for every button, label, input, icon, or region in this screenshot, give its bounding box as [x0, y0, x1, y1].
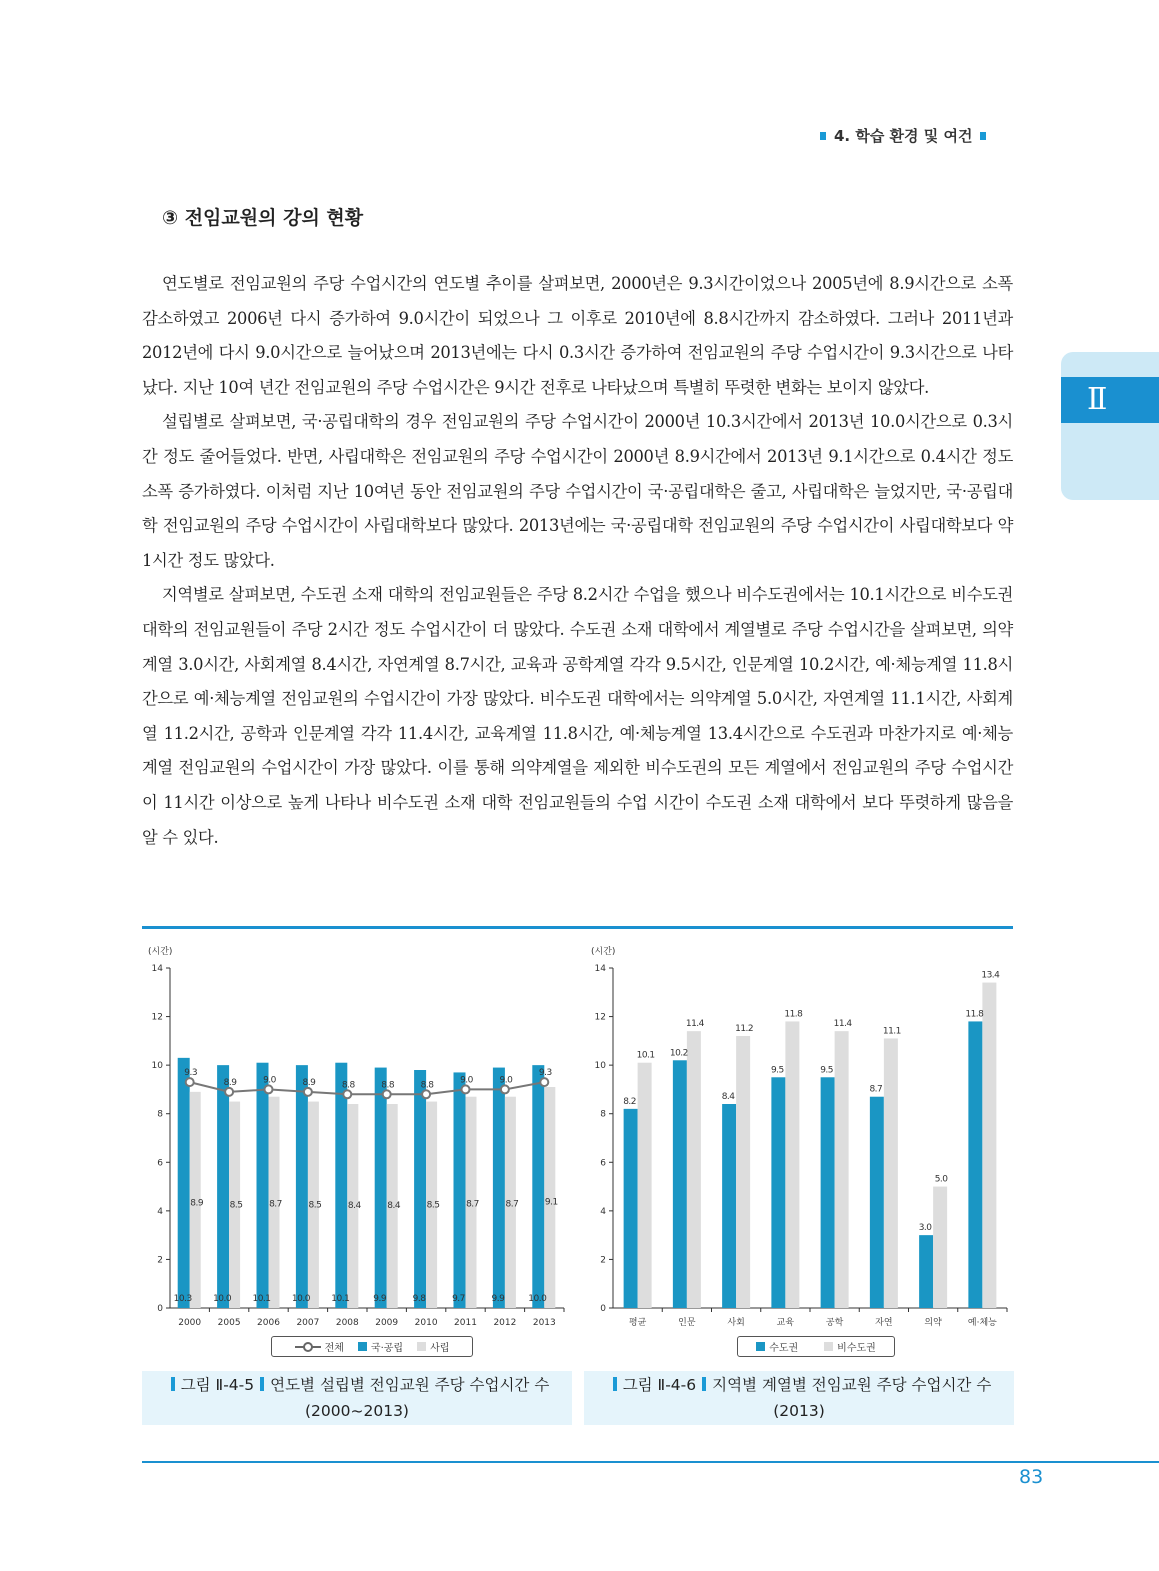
point-total — [462, 1085, 470, 1093]
figure-divider — [142, 926, 1013, 929]
bar-noncapital — [835, 1031, 849, 1308]
bar-public — [375, 1068, 387, 1308]
bar-capital — [919, 1235, 933, 1308]
point-total — [383, 1090, 391, 1098]
y-tick-label: 8 — [157, 1109, 163, 1120]
bar-private-label: 9.1 — [544, 1197, 558, 1208]
caption-subtitle: (2000~2013) — [305, 1402, 409, 1420]
bar-private-label: 8.4 — [347, 1201, 361, 1211]
y-tick-label: 14 — [151, 964, 163, 974]
bar-public — [296, 1065, 308, 1308]
bar-private-label: 8.7 — [269, 1199, 282, 1210]
bar-capital-label: 10.2 — [669, 1048, 688, 1059]
bar-private-label: 8.7 — [466, 1199, 479, 1210]
y-tick-label: 4 — [600, 1206, 606, 1217]
paragraph: 연도별로 전임교원의 주당 수업시간의 연도별 추이를 살펴보면, 2000년은 9.3시간이었으나 2005년에 8.9시간으로 소폭 감소하였고 2006년 다시 증가하여 9.0시간이 되었으나 그 이후로 2010년에 8.8시간까지 감소하였다. 그러나 2011년과 2012년에 다시 9.0시간으로 늘어났으며 2013년에는 다시 0.3시간 증가하여 전임교원의 주당 수업시간이 9.3시간으로 나타났다. 지난 10여 년간 전임교원의 주당 수업시간은 9시간 전후로 나타났으며 특별히 뚜렷한 변화는 보이지 않았다. — [142, 274, 1013, 397]
footer-rule — [142, 1461, 1159, 1463]
bar-capital-label: 9.5 — [770, 1065, 784, 1076]
bar-noncapital — [982, 983, 996, 1308]
body-text — [142, 267, 1013, 855]
bar-public — [217, 1065, 229, 1308]
legend-item-total: 전체 — [295, 1339, 344, 1354]
x-tick-label: 2012 — [493, 1318, 517, 1328]
page-number: 83 — [1019, 1466, 1044, 1488]
paragraph: 지역별로 살펴보면, 수도권 소재 대학의 전임교원들은 주당 8.2시간 수업을 했으나 비수도권에서는 10.1시간으로 비수도권 대학의 전임교원들이 주당 2시간 정도 수업시간이 더 많았다. 수도권 소재 대학에서 계열별로 주당 수업시간을 살펴보면, 의약계열 3.0시간, 사회계열 8.4시간, 자연계열 8.7시간, 교육과 공학계열 각각 9.5시간, 인문계열 10.2시간, 예·체능계열 11.8시간으로 예·체능계열 전임교원의 수업시간이 가장 많았다. 비수도권 대학에서는 의약계열 5.0시간, 자연계열 11.1시간, 사회계열 11.2시간, 공학과 인문계열 각각 11.4시간, 교육계열 11.8시간, 예·체능계열 13.4시간으로 수도권과 마찬가지로 예·체능계열 전임교원의 수업시간이 가장 많았다. 이를 통해 의약계열을 제외한 비수도권의 모든 계열에서 전임교원의 주당 수업시간이 11시간 이상으로 높게 나타나 비수도권 소재 대학 전임교원들의 수업 시간이 수도권 소재 대학에서 보다 뚜렷하게 많음을 알 수 있다. — [142, 585, 1013, 847]
bar-capital — [821, 1077, 835, 1308]
point-total-label: 8.9 — [223, 1077, 237, 1088]
bar-public — [532, 1065, 544, 1308]
bar-capital-label: 8.7 — [869, 1084, 883, 1095]
bar-capital — [870, 1097, 884, 1308]
x-tick-label: 교육 — [776, 1318, 795, 1328]
bar-noncapital — [785, 1021, 799, 1308]
y-tick-label: 12 — [151, 1012, 163, 1023]
bar-noncapital-label: 11.8 — [784, 1009, 803, 1020]
bar-private-label: 8.4 — [387, 1201, 401, 1211]
bar-private-label: 8.5 — [229, 1200, 243, 1211]
x-tick-label: 2009 — [375, 1318, 399, 1328]
chapter-tab-label: Ⅱ — [1061, 377, 1159, 423]
x-tick-label: 2013 — [532, 1318, 556, 1328]
y-tick-label: 14 — [594, 964, 606, 974]
bar-public — [335, 1063, 347, 1308]
point-total-label: 9.0 — [499, 1075, 513, 1086]
x-tick-label: 사회 — [727, 1318, 745, 1328]
point-total-label: 9.3 — [184, 1068, 198, 1079]
y-tick-label: 10 — [594, 1061, 606, 1072]
bar-capital-label: 3.0 — [918, 1223, 932, 1234]
bar-public-label: 10.0 — [213, 1294, 232, 1304]
caption-subtitle: (2013) — [773, 1402, 825, 1420]
bar-capital — [722, 1104, 736, 1308]
bar-noncapital — [884, 1038, 898, 1308]
bullet-square-icon — [820, 132, 826, 140]
x-tick-label: 2006 — [257, 1318, 280, 1328]
bar-public-label: 10.1 — [331, 1294, 350, 1304]
point-total-label: 8.8 — [420, 1080, 434, 1091]
chart-yearly — [140, 940, 570, 1332]
bar-noncapital-label: 13.4 — [981, 970, 1000, 981]
header-section: 4. 학습 환경 및 여건 — [834, 127, 973, 145]
bar-noncapital — [638, 1063, 652, 1308]
y-tick-label: 2 — [600, 1255, 606, 1266]
chapter-tab — [1061, 352, 1159, 500]
legend-item-public: 국·공립 — [358, 1339, 403, 1354]
y-axis-unit: (시간) — [591, 947, 616, 957]
point-total — [186, 1078, 194, 1086]
x-tick-label: 2010 — [414, 1318, 438, 1328]
y-tick-label: 2 — [157, 1255, 163, 1266]
bar-capital — [771, 1077, 785, 1308]
y-tick-label: 4 — [157, 1206, 163, 1217]
bar-public-label: 9.7 — [452, 1294, 465, 1304]
y-axis-unit: (시간) — [148, 947, 173, 957]
point-total-label: 8.9 — [302, 1077, 316, 1088]
bar-public-label: 10.0 — [291, 1294, 310, 1304]
figure-caption-1 — [142, 1371, 572, 1425]
point-total-label: 8.8 — [341, 1080, 355, 1091]
bar-noncapital-label: 11.4 — [833, 1019, 852, 1030]
line-marker-icon — [295, 1342, 321, 1352]
bar-public-label: 10.0 — [528, 1294, 547, 1304]
bar-noncapital-label: 5.0 — [934, 1174, 948, 1185]
figure-caption-2 — [584, 1371, 1014, 1425]
point-total-label: 9.3 — [538, 1068, 552, 1079]
bar-private-label: 8.5 — [308, 1200, 322, 1211]
x-tick-label: 2011 — [454, 1318, 477, 1328]
bar-private-label: 8.9 — [190, 1198, 204, 1209]
point-total — [343, 1090, 351, 1098]
bar-capital — [673, 1060, 687, 1308]
caption-title: 연도별 설립별 전임교원 주당 수업시간 수 — [270, 1376, 550, 1394]
x-tick-label: 공학 — [825, 1318, 844, 1328]
bar-public-label: 10.1 — [252, 1294, 271, 1304]
bar-private-label: 8.5 — [426, 1200, 440, 1211]
y-tick-label: 0 — [600, 1304, 606, 1314]
bar-capital-label: 11.8 — [965, 1009, 984, 1020]
x-tick-label: 예·체능 — [967, 1318, 997, 1328]
bar-noncapital-label: 11.4 — [685, 1019, 704, 1030]
bar-noncapital-label: 11.2 — [735, 1024, 754, 1034]
point-total — [422, 1090, 430, 1098]
y-tick-label: 12 — [594, 1012, 606, 1023]
x-tick-label: 2008 — [335, 1318, 359, 1328]
bar-noncapital — [933, 1187, 947, 1308]
bar-capital — [968, 1021, 982, 1308]
caption-title: 지역별 계열별 전임교원 주당 수업시간 수 — [712, 1376, 992, 1394]
x-tick-label: 2007 — [296, 1318, 320, 1328]
x-tick-label: 평균 — [628, 1318, 647, 1328]
bar-capital — [624, 1109, 638, 1308]
line-total — [190, 1082, 545, 1094]
bar-capital-label: 8.4 — [721, 1092, 735, 1102]
bar-capital-label: 8.2 — [623, 1096, 637, 1107]
bar-public-label: 9.9 — [491, 1294, 505, 1304]
point-total — [501, 1085, 509, 1093]
bullet-square-icon — [980, 132, 986, 140]
x-tick-label: 의약 — [924, 1318, 942, 1328]
legend-item-capital: 수도권 — [756, 1339, 798, 1354]
bar-noncapital — [687, 1031, 701, 1308]
legend-yearly — [271, 1336, 473, 1357]
legend-item-private: 사립 — [417, 1339, 449, 1354]
chart-regional — [585, 940, 1015, 1332]
y-tick-label: 8 — [600, 1109, 606, 1120]
caption-label: 그림 Ⅱ-4-5 — [180, 1376, 255, 1394]
running-header — [820, 125, 986, 146]
x-tick-label: 2000 — [178, 1318, 202, 1328]
y-tick-label: 6 — [600, 1158, 606, 1169]
bar-public — [178, 1058, 190, 1308]
point-total — [265, 1085, 273, 1093]
y-tick-label: 0 — [157, 1304, 163, 1314]
bar-public-label: 9.8 — [412, 1294, 426, 1304]
bar-public — [493, 1068, 505, 1308]
legend-item-noncapital: 비수도권 — [824, 1339, 876, 1354]
point-total — [225, 1088, 233, 1096]
bar-public — [257, 1063, 269, 1308]
bar-noncapital-label: 10.1 — [636, 1050, 655, 1061]
bar-noncapital — [736, 1036, 750, 1308]
x-tick-label: 자연 — [875, 1318, 893, 1328]
bar-public — [414, 1070, 426, 1308]
x-tick-label: 2005 — [217, 1318, 241, 1328]
x-tick-label: 인문 — [678, 1318, 696, 1328]
y-tick-label: 10 — [151, 1061, 163, 1072]
paragraph: 설립별로 살펴보면, 국·공립대학의 경우 전임교원의 주당 수업시간이 2000년 10.3시간에서 2013년 10.0시간으로 0.3시간 정도 줄어들었다. 반면, 사립대학은 전임교원의 주당 수업시간이 2000년 8.9시간에서 2013년 9.1시간으로 0.4시간 정도 소폭 증가하였다. 이처럼 지난 10여년 동안 전임교원의 주당 수업시간이 국·공립대학은 줄고, 사립대학은 늘었지만, 국·공립대학 전임교원의 주당 수업시간이 사립대학보다 많았다. 2013년에는 국·공립대학 전임교원의 주당 수업시간이 사립대학보다 약 1시간 정도 많았다. — [142, 412, 1013, 570]
bar-private-label: 8.7 — [505, 1199, 519, 1210]
legend-regional — [737, 1336, 895, 1357]
point-total — [304, 1088, 312, 1096]
point-total-label: 9.0 — [263, 1075, 276, 1086]
y-tick-label: 6 — [157, 1158, 163, 1169]
bar-public-label: 9.9 — [373, 1294, 387, 1304]
bar-capital-label: 9.5 — [820, 1065, 834, 1076]
bar-noncapital-label: 11.1 — [882, 1026, 901, 1037]
section-title: ③ 전임교원의 강의 현황 — [162, 207, 364, 229]
point-total — [540, 1078, 548, 1086]
bar-public — [454, 1072, 466, 1308]
point-total-label: 9.0 — [460, 1075, 473, 1086]
caption-label: 그림 Ⅱ-4-6 — [622, 1376, 697, 1394]
bar-public-label: 10.3 — [173, 1294, 192, 1304]
point-total-label: 8.8 — [381, 1080, 395, 1091]
